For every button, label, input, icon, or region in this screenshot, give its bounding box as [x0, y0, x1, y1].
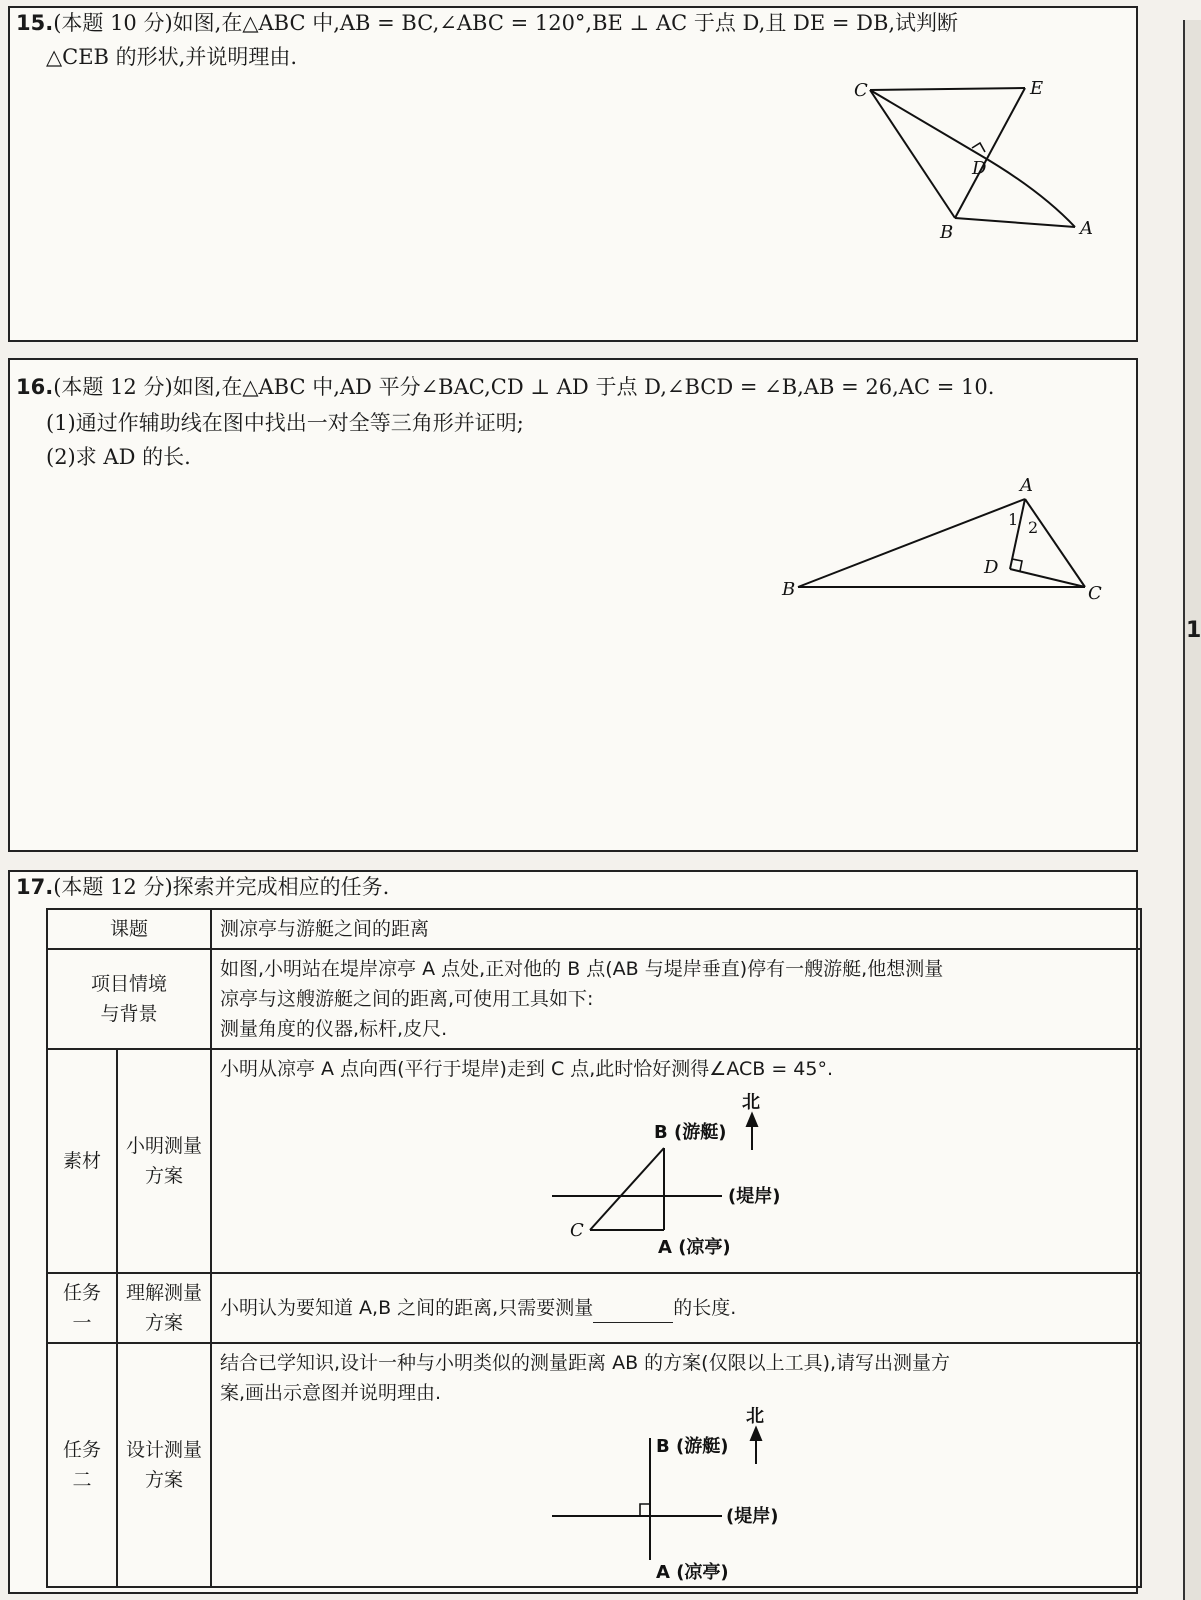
task2-bank: (堤岸): [726, 1506, 779, 1527]
q16-text-1: (本题 12 分)如图,在△ABC 中,AD 平分∠BAC,CD ⊥ AD 于点 D,∠BCD = ∠B,AB = 26,AC = 10.: [53, 375, 995, 399]
q16-label-D: D: [984, 557, 999, 578]
plan-figure: [542, 1090, 842, 1260]
q16-line1: [16, 372, 994, 402]
task2-cell: [211, 1343, 1141, 1587]
q15-label-B: B: [940, 222, 954, 243]
task1-text-a: 小明认为要知道 A,B 之间的距离,只需要测量: [220, 1297, 594, 1319]
context-label: 项目情境与背景: [47, 949, 211, 1049]
task2-line-2: 案,画出示意图并说明理由.: [220, 1382, 442, 1404]
q15-label-C: C: [854, 80, 868, 101]
plan-pavilion: A (凉亭): [658, 1237, 731, 1258]
q16-label-B: B: [782, 579, 796, 600]
row-task1: [47, 1273, 1141, 1343]
q15-seg-CE: [870, 88, 1025, 90]
right-page-number: 1: [1186, 618, 1201, 643]
q17-number: 17.: [16, 875, 54, 899]
plan-label: 小明测量方案: [117, 1049, 211, 1273]
q15-label-D: D: [972, 158, 987, 179]
context-line-3: 测量角度的仪器,标杆,皮尺.: [220, 1018, 448, 1040]
plan-seg-CB: [590, 1148, 664, 1230]
q15-seg-EB: [955, 88, 1025, 218]
plan-text: 小明从凉亭 A 点向西(平行于堤岸)走到 C 点,此时恰好测得∠ACB = 45°.: [220, 1058, 834, 1080]
plan-C: C: [570, 1220, 584, 1241]
row-context: [47, 949, 1141, 1049]
q15-text-1: (本题 10 分)如图,在△ABC 中,AB = BC,∠ABC = 120°,BE ⊥ AC 于点 D,且 DE = DB,试判断: [53, 11, 959, 35]
context-value: [211, 949, 1141, 1049]
q17-task-table: [46, 908, 1142, 1588]
task2-boat: B (游艇): [656, 1436, 729, 1457]
task1-answer-blank[interactable]: [593, 1302, 673, 1323]
plan-bank: (堤岸): [728, 1186, 781, 1207]
topic-value: 测凉亭与游艇之间的距离: [211, 909, 1141, 949]
task1-text-b: 的长度.: [673, 1297, 737, 1319]
q17-text-1: (本题 12 分)探索并完成相应的任务.: [53, 875, 390, 899]
q16-line2: (1)通过作辅助线在图中找出一对全等三角形并证明;: [46, 411, 524, 435]
q16-angle-2: 2: [1028, 518, 1039, 537]
q15-number: 15.: [16, 11, 54, 35]
task1-text: [211, 1273, 1141, 1343]
q17-line1: [16, 872, 389, 902]
context-line-1: 如图,小明站在堤岸凉亭 A 点处,正对他的 B 点(AB 与堤岸垂直)停有一艘游艇,他想测量: [220, 958, 944, 980]
plan-north: 北: [742, 1092, 760, 1113]
row-topic: [47, 909, 1141, 949]
task1-sub: 理解测量方案: [117, 1273, 211, 1343]
q16-figure: [770, 475, 1110, 615]
task2-line-1: 结合已学知识,设计一种与小明类似的测量距离 AB 的方案(仅限以上工具),请写出测量方: [220, 1352, 951, 1374]
q15-figure: [840, 70, 1120, 250]
task2-label: 任务二: [47, 1343, 117, 1587]
q16-number: 16.: [16, 375, 54, 399]
q16-angle-1: 1: [1008, 510, 1019, 529]
task1-label: 任务一: [47, 1273, 117, 1343]
q15-label-E: E: [1030, 78, 1044, 99]
task2-north: 北: [746, 1406, 764, 1427]
q15-seg-BA: [955, 218, 1075, 227]
material-label: 素材: [47, 1049, 117, 1273]
task2-sub: 设计测量方案: [117, 1343, 211, 1587]
q16-label-C: C: [1088, 583, 1102, 604]
task2-right-angle: [640, 1504, 650, 1516]
task2-pavilion: A (凉亭): [656, 1562, 729, 1583]
q15-seg-CB: [870, 90, 955, 218]
topic-label: 课题: [47, 909, 211, 949]
q15-label-A: A: [1080, 218, 1093, 239]
q16-line3: (2)求 AD 的长.: [46, 445, 191, 469]
q16-label-A: A: [1020, 475, 1033, 496]
right-page-edge: [1183, 20, 1201, 1600]
q15-line1: [16, 8, 958, 38]
row-material: [47, 1049, 1141, 1273]
plan-cell: [211, 1049, 1141, 1273]
q15-line2: △CEB 的形状,并说明理由.: [46, 45, 298, 69]
context-line-2: 凉亭与这艘游艇之间的距离,可使用工具如下:: [220, 988, 594, 1010]
plan-north-arrowhead: [747, 1114, 757, 1126]
task2-north-arrowhead: [751, 1428, 761, 1440]
plan-boat: B (游艇): [654, 1122, 727, 1143]
task2-figure: [542, 1406, 842, 1584]
row-task2: [47, 1343, 1141, 1587]
